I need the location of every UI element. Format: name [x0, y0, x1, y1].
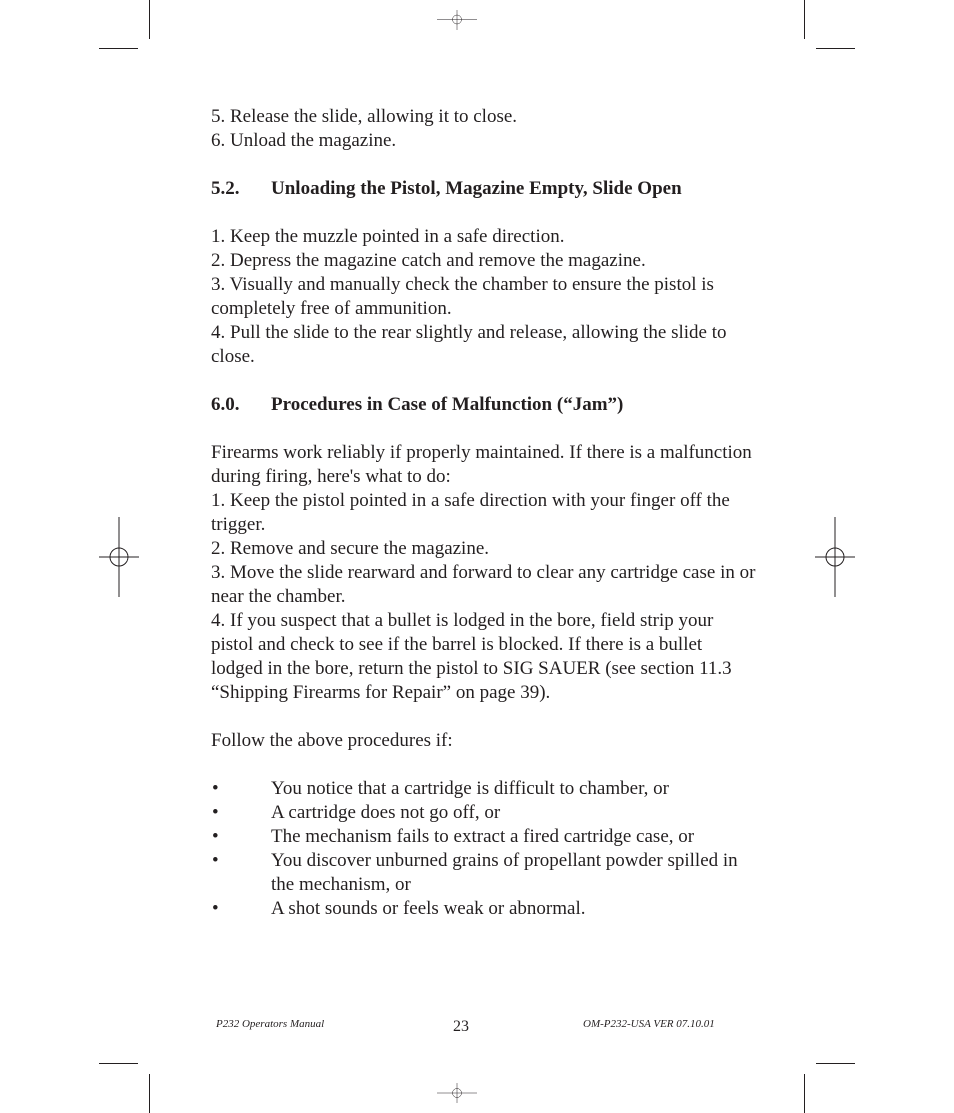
crop-mark [99, 48, 138, 49]
bullet-icon: • [212, 802, 219, 823]
footer-manual-title: P232 Operators Manual [216, 1018, 325, 1030]
crop-mark [816, 1063, 855, 1064]
step-item: 3. Move the slide rearward and forward to clear any cartridge case in or near the chamber. [211, 562, 756, 607]
bullet-item [211, 897, 756, 921]
step-item: 2. Depress the magazine catch and remove the magazine. [211, 250, 646, 271]
step-item: 2. Remove and secure the magazine. [211, 538, 490, 559]
bullet-icon: • [212, 898, 219, 919]
bullet-item [211, 825, 756, 849]
step-item: 1. Keep the pistol pointed in a safe direction with your finger off the trigger. [211, 490, 730, 535]
section-heading [211, 393, 756, 417]
registration-mark-icon [99, 517, 139, 597]
bullet-text: You discover unburned grains of propellant powder spilled in the mechanism, or [271, 850, 738, 895]
page-number: 23 [453, 1018, 469, 1035]
section-number: 5.2. [211, 178, 240, 199]
bullet-icon: • [212, 778, 219, 799]
page-content [211, 105, 756, 921]
step-item: 3. Visually and manually check the chamber to ensure the pistol is completely free of ammunition. [211, 274, 714, 319]
crop-mark [149, 1074, 150, 1113]
step-item: 5. Release the slide, allowing it to close. [211, 106, 518, 127]
crop-mark [804, 0, 805, 39]
registration-mark-icon [815, 517, 855, 597]
bullet-text: A shot sounds or feels weak or abnormal. [271, 898, 586, 919]
registration-mark-icon [437, 0, 477, 40]
intro-paragraph: Firearms work reliably if properly maintained. If there is a malfunction during firing, here's what to do: [211, 442, 752, 487]
bullet-text: You notice that a cartridge is difficult to chamber, or [271, 778, 669, 799]
crop-mark [804, 1074, 805, 1113]
bullet-item [211, 849, 756, 897]
bullet-text: A cartridge does not go off, or [271, 802, 501, 823]
footer-version: OM-P232-USA VER 07.10.01 [583, 1018, 715, 1030]
step-item: 4. If you suspect that a bullet is lodged in the bore, field strip your pistol and check to see if the barrel is blocked. If there is a bullet lodged in the bore, return the pistol to SIG SAUER (see section 11.3 “Shipping Firearms for Repair” on page 39). [211, 610, 732, 703]
step-item: 6. Unload the magazine. [211, 130, 397, 151]
step-item: 1. Keep the muzzle pointed in a safe direction. [211, 226, 565, 247]
section-title: Procedures in Case of Malfunction (“Jam”) [271, 394, 624, 415]
section-number: 6.0. [211, 394, 240, 415]
bullet-item [211, 801, 756, 825]
bullet-text: The mechanism fails to extract a fired cartridge case, or [271, 826, 695, 847]
crop-mark [149, 0, 150, 39]
follow-text: Follow the above procedures if: [211, 730, 453, 751]
registration-mark-icon [437, 1073, 477, 1113]
bullet-icon: • [212, 850, 219, 871]
bullet-item [211, 777, 756, 801]
section-title: Unloading the Pistol, Magazine Empty, Slide Open [271, 178, 682, 199]
step-item: 4. Pull the slide to the rear slightly and release, allowing the slide to close. [211, 322, 727, 367]
crop-mark [99, 1063, 138, 1064]
section-heading [211, 177, 756, 201]
crop-mark [816, 48, 855, 49]
bullet-icon: • [212, 826, 219, 847]
